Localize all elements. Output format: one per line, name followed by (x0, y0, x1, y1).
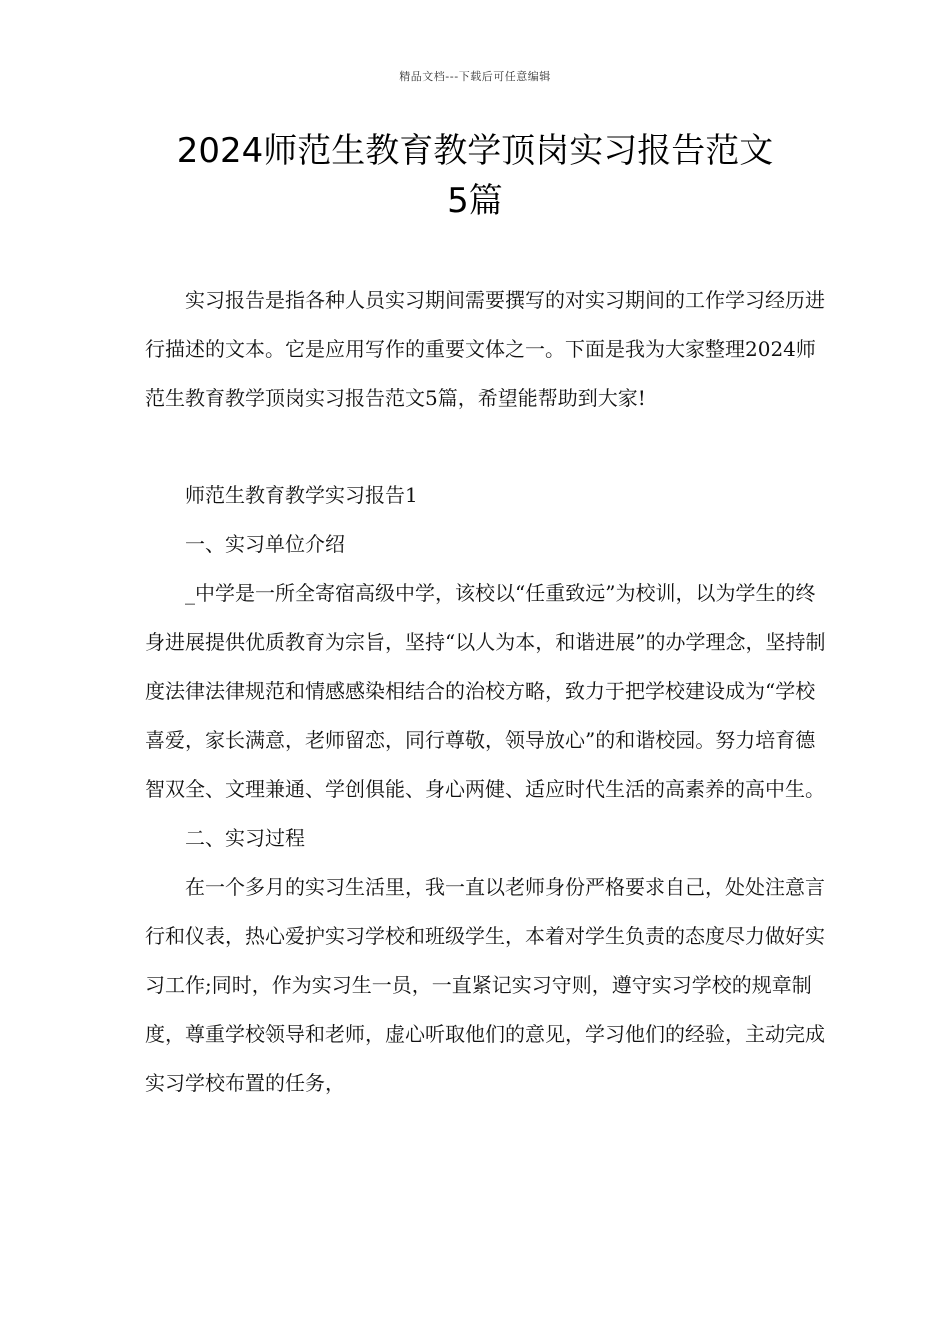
body-paragraph: 在一个多月的实习生活里，我一直以老师身份严格要求自己，处处注意言行和仪表，热心爱护实习学校和班级学生，本着对学生负责的态度尽力做好实习工作;同时，作为实习生一员，一直紧记实习守则，遵守实习学校的规章制度，尊重学校领导和老师，虚心听取他们的意见，学习他们的经验，主动完成实习学校布置的任务， (145, 875, 825, 1095)
header-note: 精品文档---下载后可任意编辑 (399, 70, 551, 83)
body-paragraph: _中学是一所全寄宿高级中学，该校以“任重致远”为校训，以为学生的终身进展提供优质教育为宗旨，坚持“以人为本，和谐进展”的办学理念，坚持制度法律法律规范和情感感染相结合的治校方略，致力于把学校建设成为“学校喜爱，家长满意，老师留恋，同行尊敬，领导放心”的和谐校园。努力培育德智双全、文理兼通、学创俱能、身心两健、适应时代生活的高素养的高中生。 (145, 581, 826, 801)
document-body (145, 276, 835, 1108)
section-heading-process: 二、实习过程 (185, 826, 305, 850)
document-title (100, 126, 850, 226)
intro-paragraph: 实习报告是指各种人员实习期间需要撰写的对实习期间的工作学习经历进行描述的文本。它是应用写作的重要文体之一。下面是我为大家整理2024师范生教育教学顶岗实习报告范文5篇，希望能帮助到大家! (145, 288, 825, 410)
report-heading: 师范生教育教学实习报告1 (185, 483, 418, 507)
title-line-1: 2024师范生教育教学顶岗实习报告范文 (176, 131, 774, 171)
title-line-2: 5篇 (447, 181, 503, 221)
section-heading-unit-intro: 一、实习单位介绍 (185, 532, 345, 556)
